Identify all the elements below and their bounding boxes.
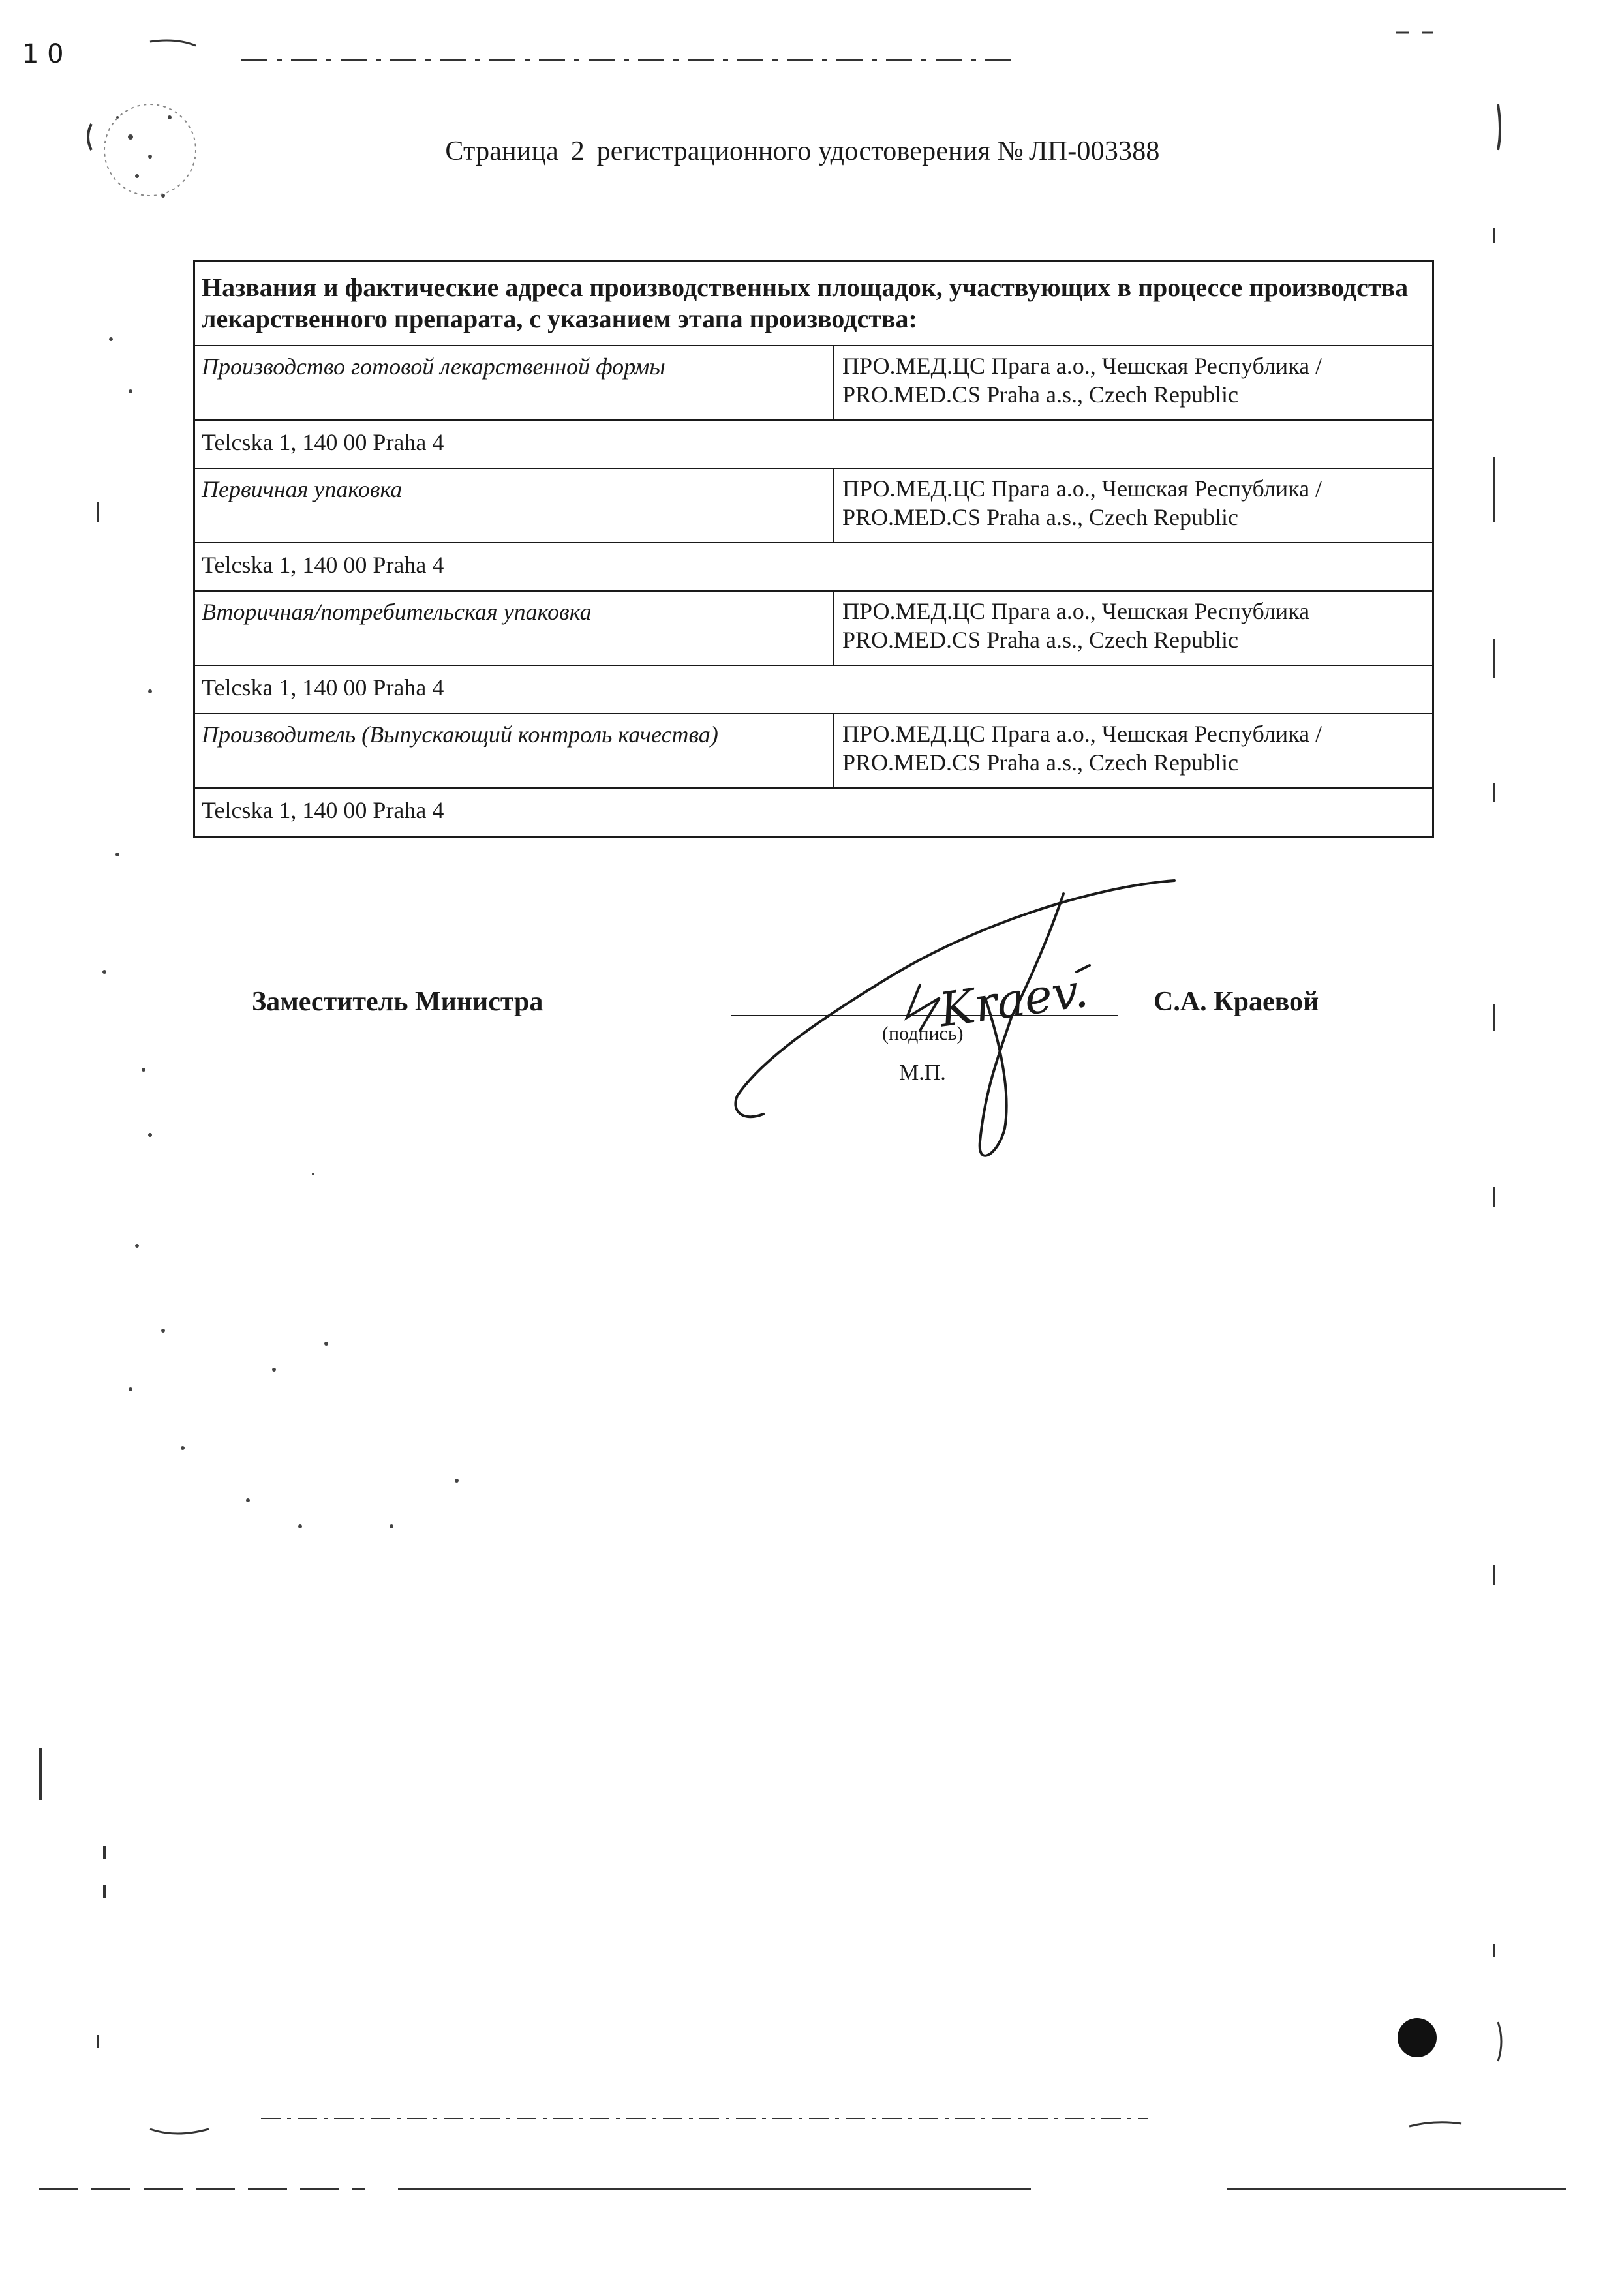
- signatory-position: Заместитель Министра: [252, 987, 543, 1017]
- site-address: Telcska 1, 140 00 Praha 4: [195, 421, 1432, 469]
- header-certificate-number: ЛП-003388: [1029, 136, 1160, 166]
- manufacturer-en: PRO.MED.CS Praha a.s., Czech Republic: [842, 749, 1238, 776]
- site-address: Telcska 1, 140 00 Praha 4: [195, 543, 1432, 592]
- stage-name: Производитель (Выпускающий контроль качества): [195, 714, 834, 787]
- header-page-number: 2: [570, 136, 585, 166]
- manufacturer-ru: ПРО.МЕД.ЦС Прага а.о., Чешская Республика /: [842, 353, 1322, 379]
- stage-name: Первичная упаковка: [195, 469, 834, 542]
- stage-name: Вторичная/потребительская упаковка: [195, 592, 834, 665]
- table-heading: Названия и фактические адреса производственных площадок, участвующих в процессе производства лекарственного препарата, с указанием этапа производства:: [195, 262, 1432, 346]
- header-title-prefix: Страница: [445, 136, 558, 166]
- stamp-placeholder: М.П.: [899, 1061, 946, 1085]
- manufacturer-en: PRO.MED.CS Praha a.s., Czech Republic: [842, 504, 1238, 530]
- site-address: Telcska 1, 140 00 Praha 4: [195, 666, 1432, 714]
- manufacturer-ru: ПРО.МЕД.ЦС Прага а.о., Чешская Республика: [842, 598, 1310, 624]
- sheet-number: 1 0: [22, 39, 64, 69]
- stage-name: Производство готовой лекарственной формы: [195, 346, 834, 419]
- manufacturer-ru: ПРО.МЕД.ЦС Прага а.о., Чешская Республика /: [842, 721, 1322, 747]
- handwritten-signature-text: Kraev.: [936, 962, 1092, 1038]
- manufacturer-en: PRO.MED.CS Praha a.s., Czech Republic: [842, 382, 1238, 408]
- site-address: Telcska 1, 140 00 Praha 4: [202, 797, 444, 823]
- manufacturer-ru: ПРО.МЕД.ЦС Прага а.о., Чешская Республика /: [842, 476, 1322, 502]
- header-title-middle: регистрационного удостоверения №: [596, 136, 1024, 166]
- signature-caption: (подпись): [882, 1023, 964, 1044]
- manufacturer-en: PRO.MED.CS Praha a.s., Czech Republic: [842, 627, 1238, 653]
- signatory-name: С.А. Краевой: [1154, 987, 1319, 1017]
- handwritten-signature: [724, 868, 1194, 1168]
